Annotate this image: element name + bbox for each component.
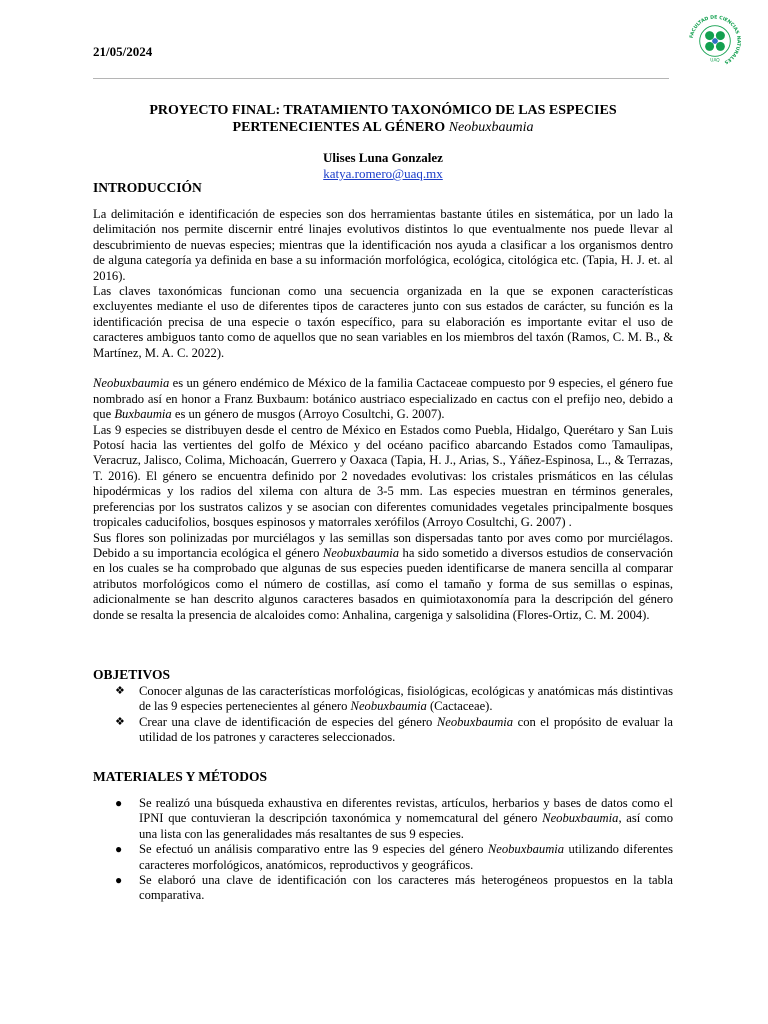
genus-name: Neobuxbaumia <box>448 120 534 135</box>
document-date: 21/05/2024 <box>93 44 153 59</box>
list-item: ❖ Crear una clave de identificación de especies del género Neobuxbaumia con el propósito de evaluar la utilidad de los patrones y caracteres seleccionados. <box>115 714 673 745</box>
intro-paragraph-3: Neobuxbaumia es un género endémico de México de la familia Cactaceae compuesto por 9 especies, el género fue nombrado así en honor a Franz Buxbaum: botánico austriaco especializado en cactus con el prefijo neo, debido a que Buxbaumia es un género de musgos (Arroyo Cosultchi, G. 2007). <box>93 376 673 422</box>
title-line-1: PROYECTO FINAL: TRATAMIENTO TAXONÓMICO DE LAS ESPECIES <box>149 103 617 118</box>
heading-materiales-metodos: MATERIALES Y MÉTODOS <box>93 769 268 784</box>
faculty-logo <box>688 14 742 68</box>
introduccion-body <box>93 207 673 623</box>
diamond-bullet-icon: ❖ <box>115 715 125 728</box>
metodos-list <box>115 796 673 904</box>
heading-introduccion: INTRODUCCIÓN <box>93 180 202 195</box>
list-item: ❖ Conocer algunas de las características morfológicas, fisiológicas, ecológicas y anatómicas más distintivas de las 9 especies pertenecientes al género Neobuxbaumia (Cactaceae). <box>115 684 673 714</box>
header-divider <box>93 78 669 79</box>
list-item: ● Se elaboró una clave de identificación con los caracteres más heterogéneos propuestos en la tabla comparativa. <box>115 873 673 903</box>
list-item: ● Se efectuó un análisis comparativo entre las 9 especies del género Neobuxbaumia utilizando diferentes caracteres morfológicos, anatómicos, reproductivos y geográficos. <box>115 842 673 872</box>
author-name: Ulises Luna Gonzalez <box>323 150 443 165</box>
logo-ring-text: FACULTAD DE CIENCIAS NATURALES <box>689 15 741 65</box>
intro-paragraph-4: Las 9 especies se distribuyen desde el centro de México en Estados como Puebla, Hidalgo, Querétaro y San Luis Potosí hacia las vertientes del golfo de México y del océano pacifico abarcando Estados como Tamaulipas, Veracruz, Jalisco, Colima, Michoacán, Guerrero y Oaxaca (Tapia, H. J., Arias, S., Yáñez-Espinosa, L., & Terrazas, T. 2016). El género se encuentra definido por 2 novedades evolutivas: los cristales prismáticos en las células hipodérmicas y los radios del xilema con altura de 3-5 mm. Las especies muestran en términos generales, preferencias por los sustratos calizos y se asocian con diferentes comunidades vegetales principalmente bosques tropicales caducifolios, bosques espinosos y matorrales xerófilos (Arroyo Cosultchi, G. 2007) . <box>93 422 673 530</box>
author-email-link[interactable]: katya.romero@uaq.mx <box>323 166 443 181</box>
bullet-dot-icon: ● <box>115 842 123 857</box>
document-title <box>93 102 673 136</box>
bullet-dot-icon: ● <box>115 796 123 810</box>
bullet-dot-icon: ● <box>115 873 123 888</box>
title-line-2: PERTENECIENTES AL GÉNERO Neobuxbaumia <box>232 120 534 135</box>
intro-paragraph-1: La delimitación e identificación de especies son dos herramientas bastante útiles en sistemática, por un lado la delimitación nos permite discernir entré linajes evolutivos distintos lo que eventualmente nos puede llevar al descubrimiento de nuevas especies; mientras que la identificación nos ayuda a clasificar a los organismos dentro de alguna categoría ya definida en base a su información morfológica, ecológica, citológica etc. (Tapia, H. J. et. al 2016). <box>93 207 673 283</box>
objetivos-list <box>115 684 673 746</box>
intro-paragraph-2: Las claves taxonómicas funcionan como una secuencia organizada en la que se exponen características excluyentes mediante el uso de diferentes tipos de caracteres junto con sus estados de carácter, su función es la identificación precisa de una especie o taxón específico, para su elaboración es importante evitar el uso de caracteres ambiguos tanto como de aquellos que no sean variables en los miembros del taxón (Ramos, C. M. B., & Martínez, M. A. C. 2022). <box>93 284 673 360</box>
intro-paragraph-5: Sus flores son polinizadas por murciélagos y las semillas son dispersadas tanto por aves como por murciélagos. Debido a su importancia ecológica el género Neobuxbaumia ha sido sometido a diversos estudios de conservación en los cuales se ha comprobado que algunas de sus especies pueden identificarse de manera sencilla al comparar atributos morfológicos como el número de costillas, así como el tamaño y forma de sus semillas o espinas, adicionalmente se han descrito algunos caracteres basados en quimiotaxonomía para la descripción del género donde se resalta la presencia de alcaloides como: Anhalina, cargeniga y salsolidina (Flores-Ortiz, C. M. 2004). <box>93 530 673 622</box>
diamond-bullet-icon: ❖ <box>115 685 125 697</box>
logo-abbreviation: UAQ <box>710 58 720 64</box>
heading-objetivos: OBJETIVOS <box>93 667 171 682</box>
list-item: ● Se realizó una búsqueda exhaustiva en diferentes revistas, artículos, herbarios y bases de datos como el IPNI que contuvieran la descripción taxonómica y nomemcatural del género Neobuxbaumia, así como una lista con las generalidades más resaltantes de sus 9 especies. <box>115 796 673 841</box>
